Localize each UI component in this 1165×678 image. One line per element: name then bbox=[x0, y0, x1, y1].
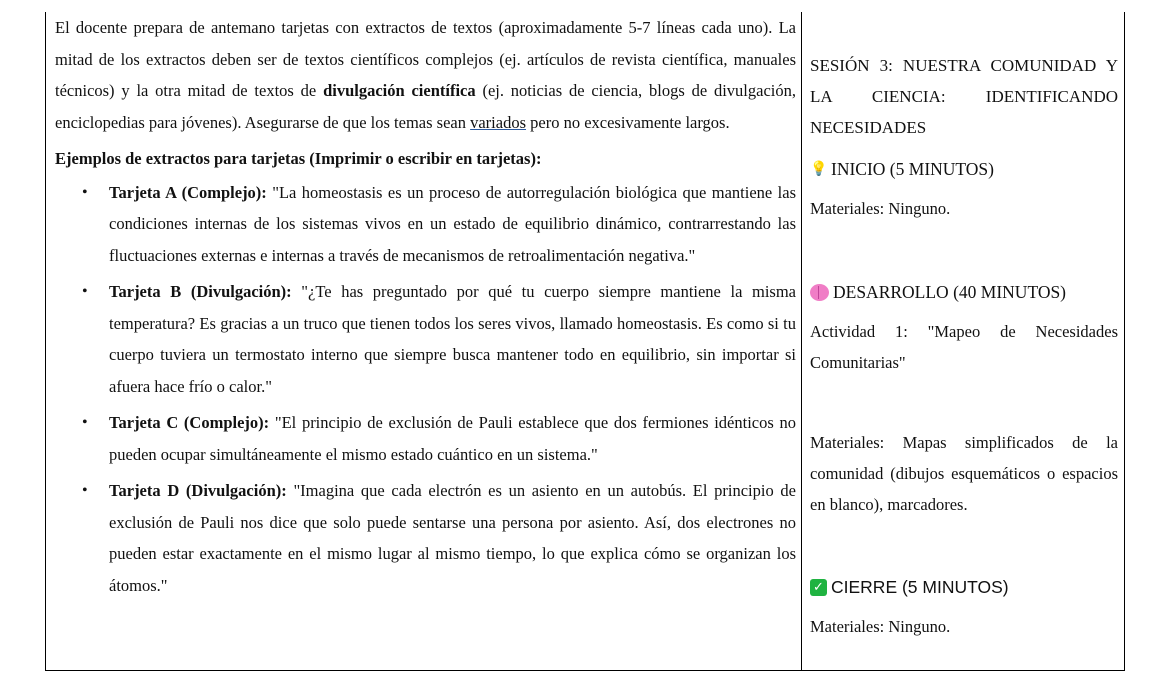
right-column bbox=[810, 50, 1118, 642]
examples-heading: Ejemplos de extractos para tarjetas (Imprimir o escribir en tarjetas): bbox=[55, 149, 542, 168]
lesson-table bbox=[45, 12, 1125, 671]
left-column bbox=[55, 12, 796, 606]
intro-text-3: pero no excesivamente largos. bbox=[526, 112, 730, 132]
cierre-heading bbox=[810, 575, 1118, 599]
intro-underlined-word: variados bbox=[470, 112, 527, 132]
inicio-heading bbox=[810, 157, 1118, 181]
card-label: Tarjeta A (Complejo): bbox=[109, 182, 267, 202]
list-item bbox=[109, 407, 796, 470]
card-label: Tarjeta C (Complejo): bbox=[109, 413, 270, 432]
check-mark-icon: ✓ bbox=[810, 579, 827, 596]
intro-text-1: El docente prepara de antemano tarjetas con extractos de textos (aproximadamente 5-7 líneas cada uno). La mitad de los extractos deben ser de textos científicos complejos (ej. artículos de revista científica, manuales técnicos) y la otra mitad de textos de bbox=[55, 18, 796, 100]
brain-icon bbox=[810, 284, 829, 301]
desarrollo-activity: Actividad 1: "Mapeo de Necesidades Comunitarias" bbox=[810, 322, 1118, 372]
desarrollo-heading bbox=[810, 280, 1118, 304]
intro-bold: divulgación científica bbox=[323, 81, 476, 100]
cards-list bbox=[55, 177, 796, 602]
lightbulb-icon: 💡 bbox=[810, 161, 828, 177]
desarrollo-materials: Materiales: Mapas simplificados de la comunidad (dibujos esquemáticos o espacios en blanco), marcadores. bbox=[810, 433, 1118, 514]
card-label: Tarjeta B (Divulgación): bbox=[109, 282, 292, 301]
list-item bbox=[109, 276, 796, 402]
card-text: "El principio de exclusión de Pauli establece que dos fermiones idénticos no pueden ocupar simultáneamente el mismo estado cuántico en un sistema." bbox=[109, 413, 796, 464]
card-text: "¿Te has preguntado por qué tu cuerpo siempre mantiene la misma temperatura? Es gracias a un truco que tienen todos los seres vivos, llamado homeostasis. Es como si tu cuerpo tuviera un termostato interno que siempre busca mantener todo en equilibrio, sin importar si afuera hace frío o calor." bbox=[109, 282, 796, 396]
card-text: "La homeostasis es un proceso de autorregulación biológica que mantiene las condiciones internas de los sistemas vivos en un estado de equilibrio dinámico, contrarrestando las fluctuaciones externas e internas a través de mecanismos de retroalimentación negativa." bbox=[109, 182, 796, 265]
session-title: SESIÓN 3: NUESTRA COMUNIDAD Y LA CIENCIA: IDENTIFICANDO NECESIDADES bbox=[810, 56, 1118, 137]
card-label: Tarjeta D (Divulgación): bbox=[109, 481, 287, 500]
cierre-heading-text: CIERRE (5 MINUTOS) bbox=[831, 577, 1009, 597]
list-item bbox=[109, 177, 796, 272]
cierre-materials: Materiales: Ninguno. bbox=[810, 617, 951, 636]
desarrollo-heading-text: DESARROLLO (40 MINUTOS) bbox=[833, 282, 1067, 302]
inicio-heading-text: INICIO (5 MINUTOS) bbox=[831, 159, 994, 179]
intro-text-2: (ej. noticias de ciencia, blogs de divulgación, enciclopedias para jóvenes). Asegurarse de que los temas sean bbox=[55, 81, 796, 132]
list-item bbox=[109, 475, 796, 601]
intro-paragraph bbox=[55, 12, 796, 138]
card-text: "Imagina que cada electrón es un asiento en un autobús. El principio de exclusión de Pauli nos dice que solo puede sentarse una persona por asiento. Así, dos electrones no pueden estar exactamente en el mismo lugar al mismo tiempo, lo que explica cómo se organizan los átomos." bbox=[109, 481, 796, 595]
inicio-materials: Materiales: Ninguno. bbox=[810, 199, 951, 218]
column-divider bbox=[801, 12, 802, 670]
